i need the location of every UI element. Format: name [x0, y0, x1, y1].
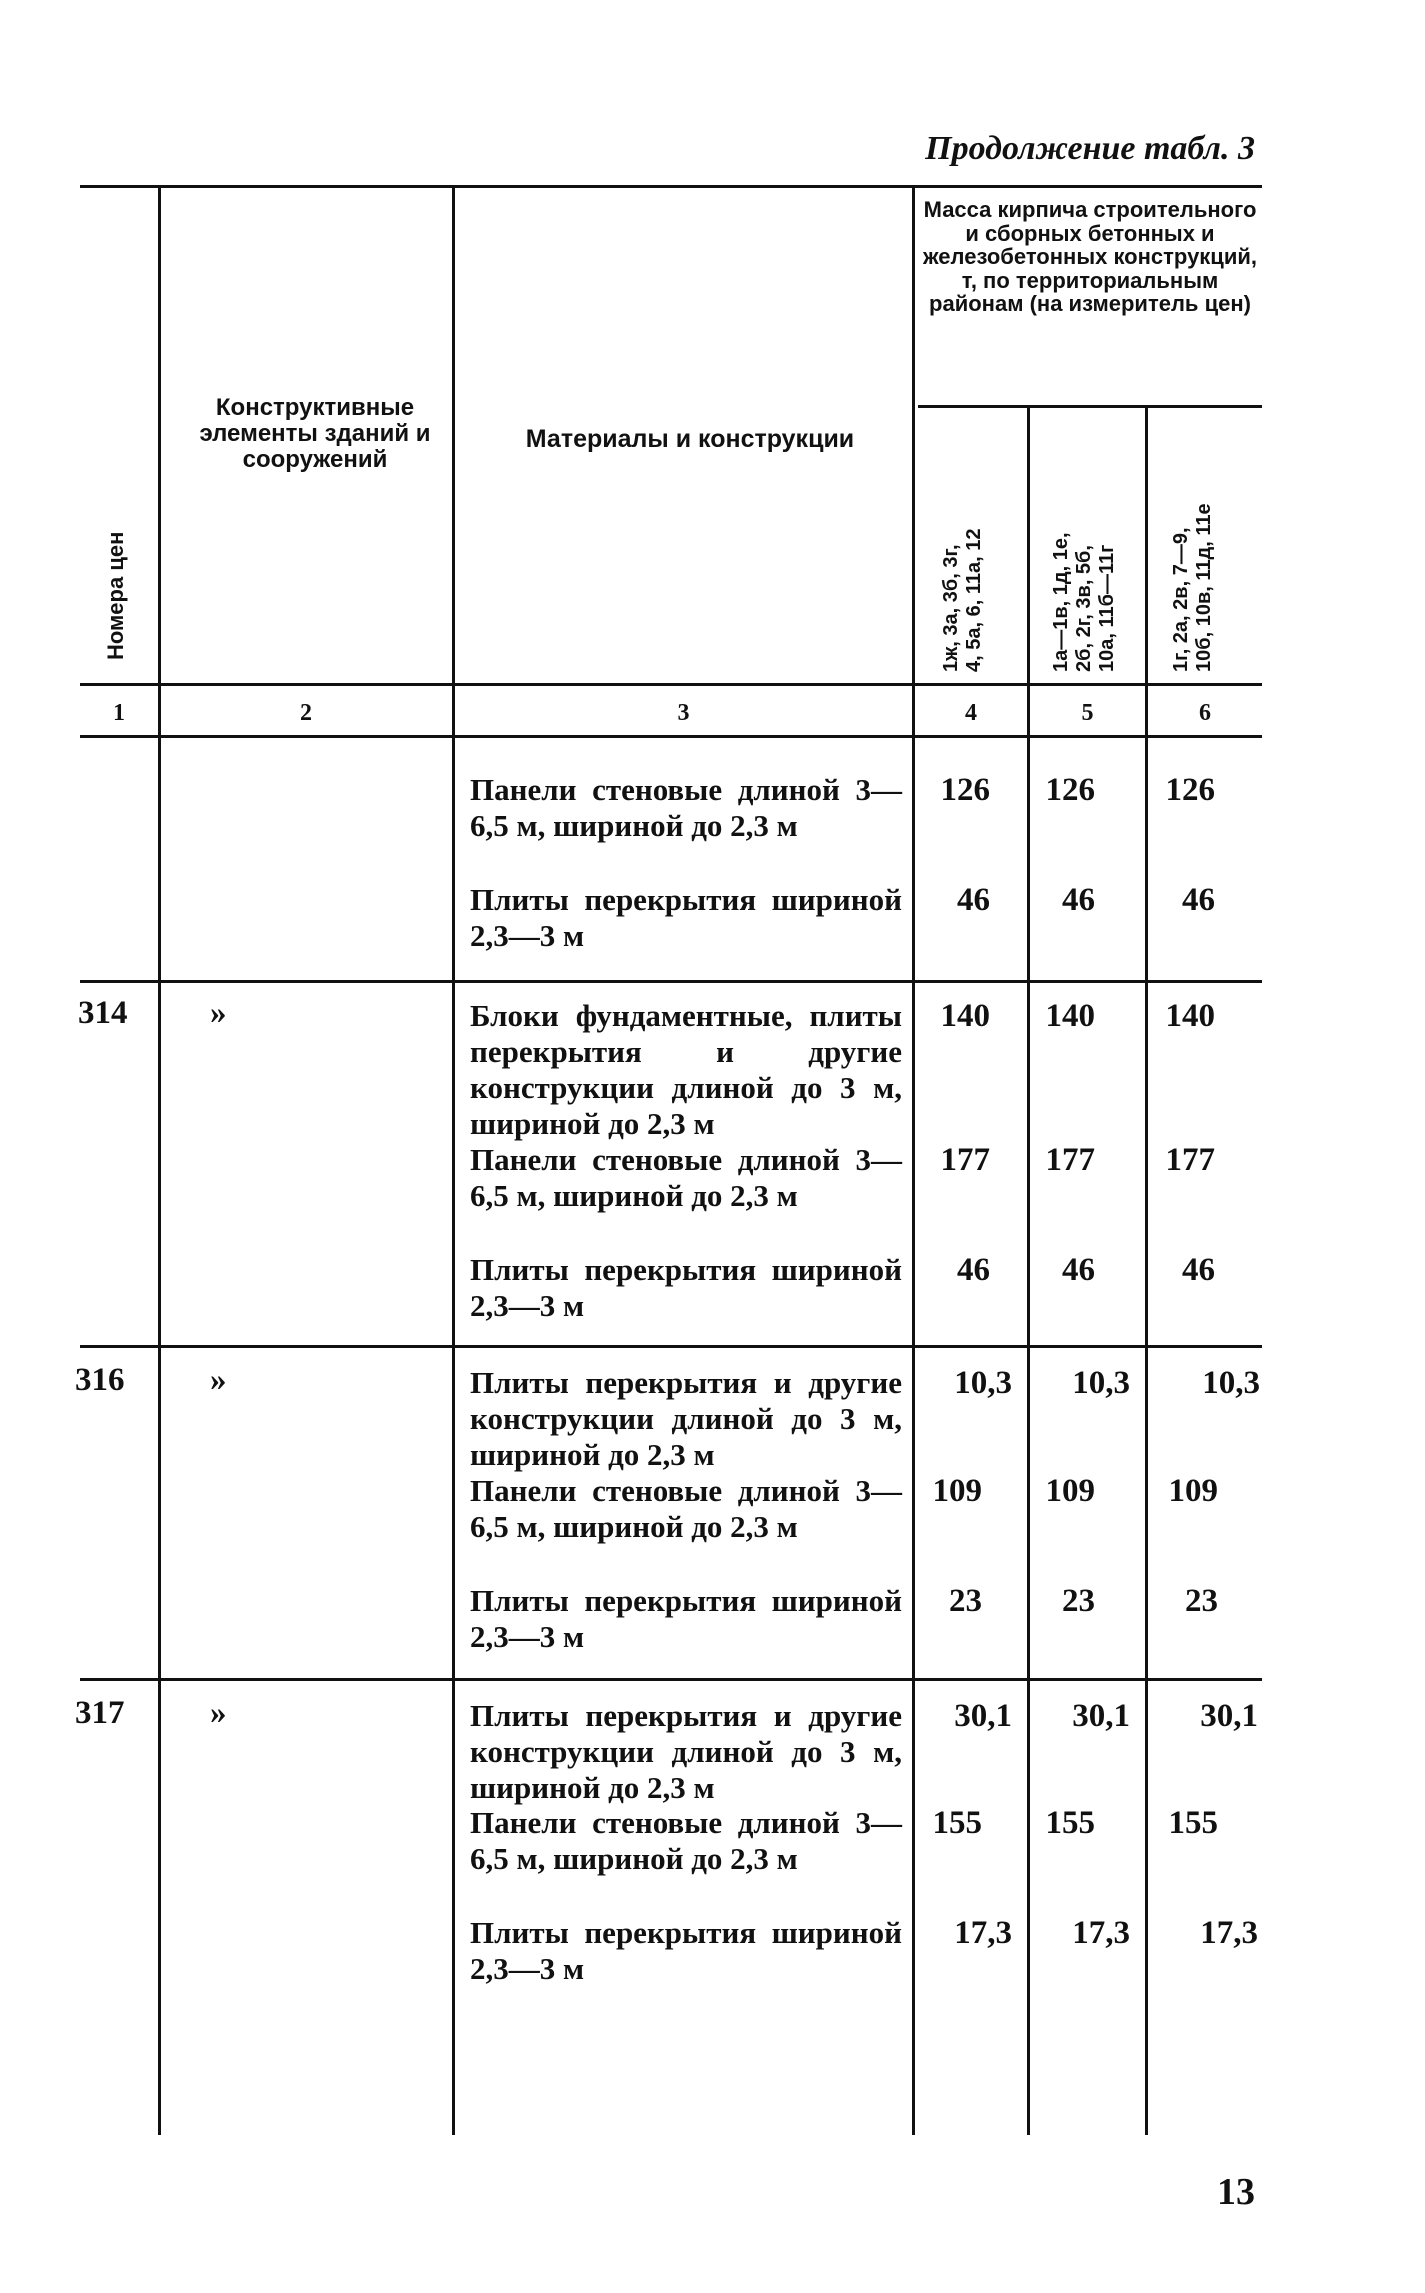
value-col6: 155: [1168, 1805, 1218, 1841]
value-col4: 155: [932, 1805, 982, 1841]
header-col2: Конструктивные элементы зданий и сооружений: [199, 394, 431, 473]
value-col5: 109: [1045, 1473, 1095, 1509]
element-ditto: »: [210, 995, 227, 1031]
value-col4: 126: [940, 772, 990, 808]
value-col6: 30,1: [1200, 1698, 1258, 1734]
value-col4: 140: [940, 998, 990, 1034]
header-bottom-rule: [80, 683, 1262, 686]
colnum-5: 5: [1081, 700, 1094, 726]
value-col4: 46: [957, 882, 990, 918]
material-text: Плиты перекрытия и другие конструкции длиной до 3 м, шириной до 2,3 м: [470, 1365, 902, 1472]
value-col4: 109: [932, 1473, 982, 1509]
value-col4: 10,3: [954, 1365, 1012, 1401]
value-col4: 23: [949, 1583, 982, 1619]
header-col6: 1г, 2а, 2в, 7—9, 10б, 10в, 11д, 11е: [1170, 503, 1215, 672]
colnum-3: 3: [677, 700, 690, 726]
value-col5: 140: [1045, 998, 1095, 1034]
row-separator: [80, 1345, 1262, 1348]
colnum-4: 4: [965, 700, 977, 726]
value-col5: 17,3: [1072, 1915, 1130, 1951]
value-col6: 10,3: [1202, 1365, 1260, 1401]
value-col5: 46: [1062, 1252, 1095, 1288]
value-col5: 30,1: [1072, 1698, 1130, 1734]
value-col5: 155: [1045, 1805, 1095, 1841]
value-col6: 177: [1165, 1142, 1215, 1178]
header-col5: 1а—1в, 1д, 1е, 2б, 2г, 3в, 5б, 10а, 11б—11г: [1050, 532, 1118, 672]
value-col6: 126: [1165, 772, 1215, 808]
value-col4: 46: [957, 1252, 990, 1288]
material-text: Панели стеновые длиной 3—6,5 м, шириной до 2,3 м: [470, 1805, 902, 1876]
value-col6: 140: [1165, 998, 1215, 1034]
mass-header-rule: [918, 405, 1262, 408]
element-ditto: »: [210, 1695, 227, 1731]
price-number: 317: [75, 1695, 125, 1731]
material-text: Плиты перекрытия шириной 2,3—3 м: [470, 1583, 902, 1654]
colnum-2: 2: [300, 700, 312, 726]
value-col5: 23: [1062, 1583, 1095, 1619]
row-separator: [80, 980, 1262, 983]
material-text: Блоки фундаментные, плиты перекрытия и другие конструкции длиной до 3 м, шириной до 2,3 м: [470, 998, 902, 1141]
page-number: 13: [1217, 2171, 1255, 2213]
colnum-bottom-rule: [80, 735, 1262, 738]
material-text: Плиты перекрытия шириной 2,3—3 м: [470, 1252, 902, 1323]
value-col6: 23: [1185, 1583, 1218, 1619]
header-col1: Номера цен: [103, 531, 128, 660]
value-col4: 30,1: [954, 1698, 1012, 1734]
material-text: Панели стеновые длиной 3—6,5 м, шириной до 2,3 м: [470, 772, 902, 843]
value-col4: 177: [940, 1142, 990, 1178]
header-col3: Материалы и конструкции: [525, 425, 855, 453]
material-text: Плиты перекрытия шириной 2,3—3 м: [470, 1915, 902, 1986]
value-col6: 46: [1182, 1252, 1215, 1288]
material-text: Плиты перекрытия и другие конструкции длиной до 3 м, шириной до 2,3 м: [470, 1698, 902, 1805]
colnum-1: 1: [113, 700, 125, 726]
value-col6: 17,3: [1200, 1915, 1258, 1951]
material-text: Панели стеновые длиной 3—6,5 м, шириной до 2,3 м: [470, 1142, 902, 1213]
element-ditto: »: [210, 1362, 227, 1398]
value-col6: 109: [1168, 1473, 1218, 1509]
material-text: Плиты перекрытия шириной 2,3—3 м: [470, 882, 902, 953]
value-col5: 177: [1045, 1142, 1095, 1178]
value-col5: 10,3: [1072, 1365, 1130, 1401]
header-mass: Масса кирпича строительного и сборных бетонных и железобетонных конструкций, т, по территориальным районам (на измеритель цен): [923, 197, 1257, 316]
column-rule: [158, 185, 161, 2135]
price-number: 314: [78, 995, 128, 1031]
value-col6: 46: [1182, 882, 1215, 918]
column-rule: [452, 185, 455, 2135]
material-text: Панели стеновые длиной 3—6,5 м, шириной до 2,3 м: [470, 1473, 902, 1544]
price-number: 316: [75, 1362, 125, 1398]
value-col4: 17,3: [954, 1915, 1012, 1951]
row-separator: [80, 1678, 1262, 1681]
header-col4: 1ж, 3а, 3б, 3г, 4, 5а, 6, 11а, 12: [940, 528, 985, 672]
value-col5: 126: [1045, 772, 1095, 808]
table-caption: Продолжение табл. 3: [925, 130, 1255, 167]
value-col5: 46: [1062, 882, 1095, 918]
colnum-6: 6: [1199, 700, 1211, 726]
table-top-rule: [80, 185, 1262, 188]
